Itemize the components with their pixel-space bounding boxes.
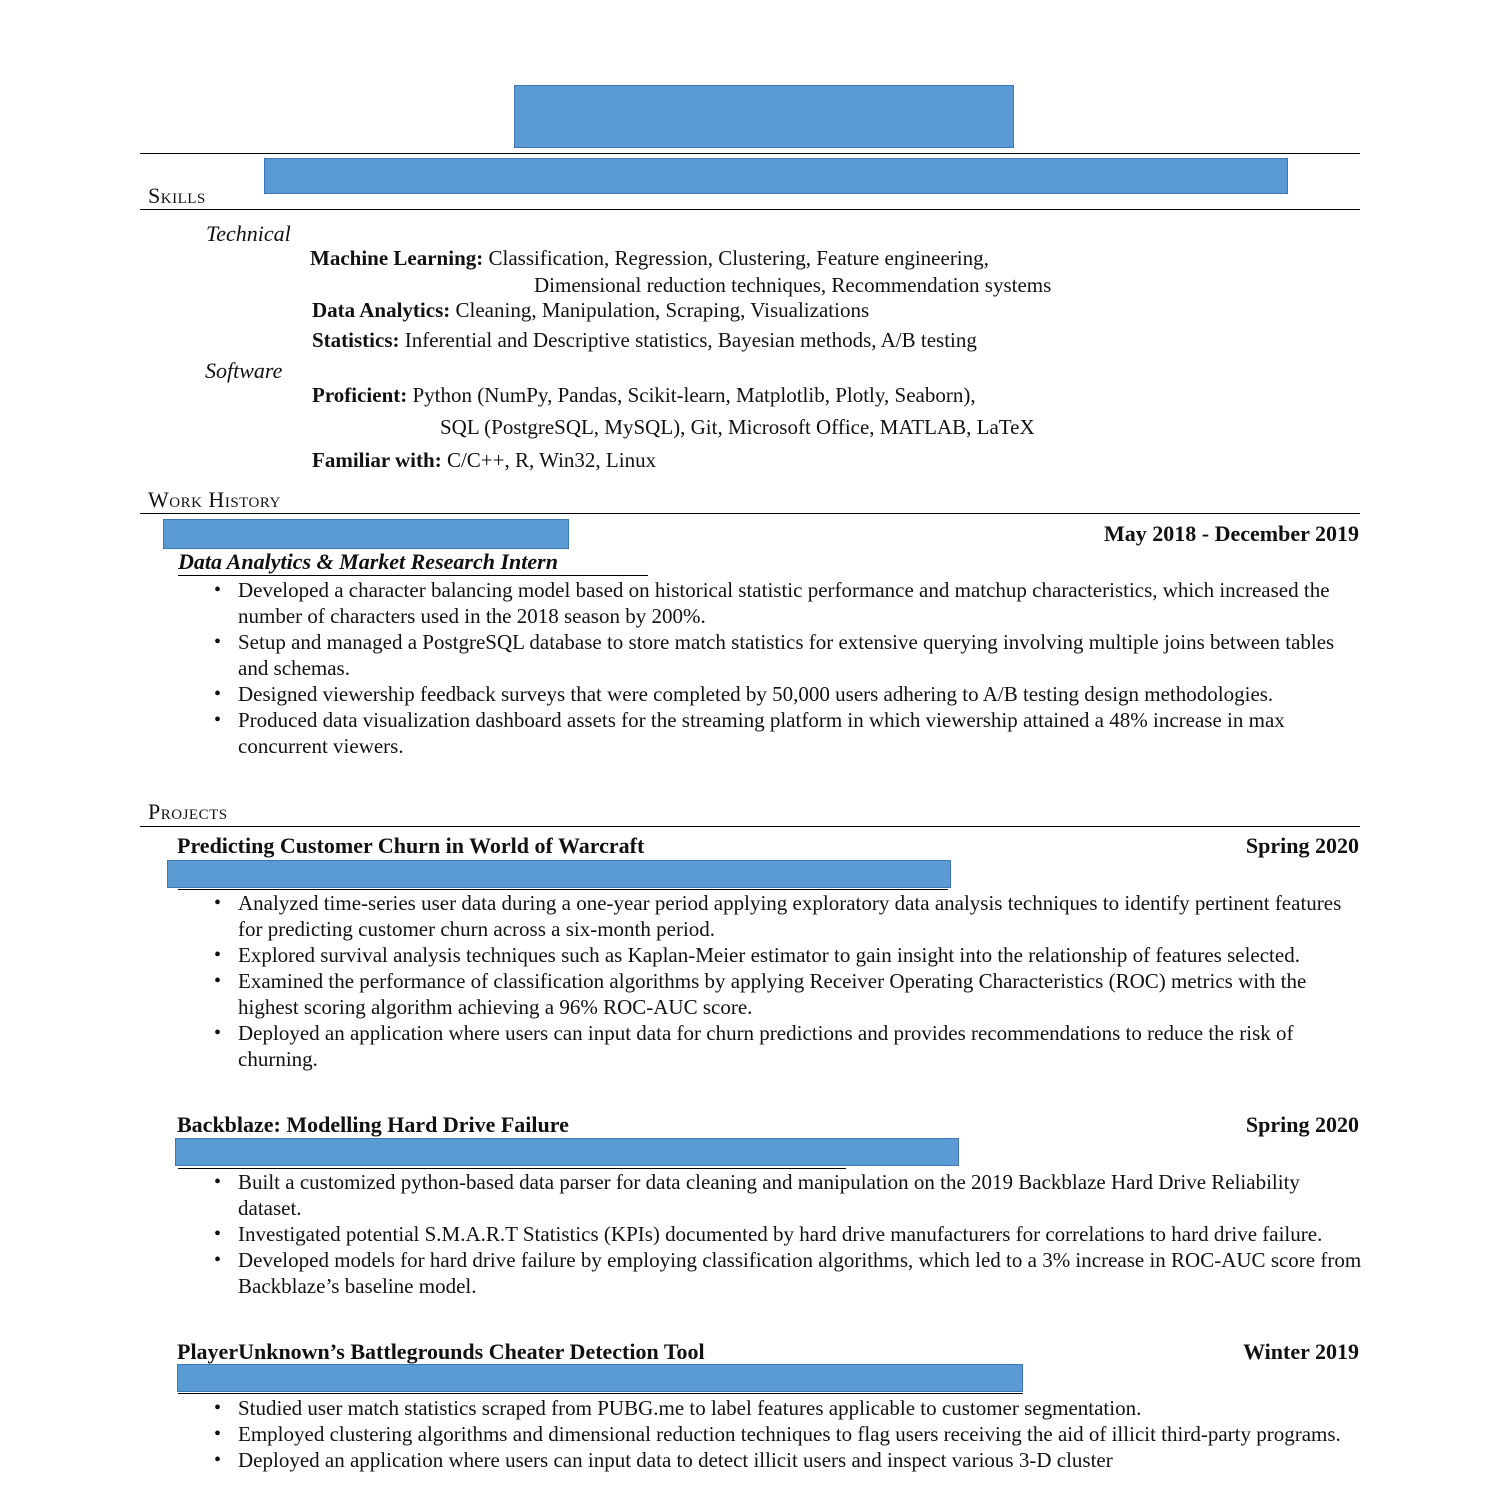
work-role: Data Analytics & Market Research Intern <box>178 549 558 574</box>
list-item: • Employed clustering algorithms and dimensional reduction techniques to flag users receiving the aid of illicit third-party programs. <box>210 1421 1362 1447</box>
section-title-skills: Skills <box>148 183 206 208</box>
list-item: • Analyzed time-series user data during a one-year period applying exploratory data analysis techniques to identify pertinent features for predicting customer churn across a six-month period. <box>210 890 1362 942</box>
skills-technical-label: Technical <box>206 221 291 246</box>
work-bullets <box>210 577 1362 759</box>
skill-prof-text: Python (NumPy, Pandas, Scikit-learn, Matplotlib, Plotly, Seaborn), <box>412 383 976 407</box>
redacted-contact-block <box>264 158 1288 194</box>
skill-ml-text-cont: Dimensional reduction techniques, Recommendation systems <box>534 273 1052 297</box>
project-bullets <box>210 890 1362 1072</box>
project-bullets <box>210 1169 1362 1299</box>
project-underline <box>178 1393 1023 1394</box>
work-dates: May 2018 - December 2019 <box>1104 521 1359 546</box>
list-item: • Developed a character balancing model based on historical statistic performance and matchup characteristics, which increased the number of characters used in the 2018 season by 200%. <box>210 577 1362 629</box>
skill-stats-text: Inferential and Descriptive statistics, Bayesian methods, A/B testing <box>404 328 977 352</box>
skill-proficient <box>312 383 976 408</box>
skills-rule <box>140 209 1360 210</box>
list-item: • Built a customized python-based data parser for data cleaning and manipulation on the 2019 Backblaze Hard Drive Reliability dataset. <box>210 1169 1362 1221</box>
list-item: • Examined the performance of classification algorithms by applying Receiver Operating Characteristics (ROC) metrics with the highest scoring algorithm achieving a 96% ROC-AUC score. <box>210 968 1362 1020</box>
list-item: • Studied user match statistics scraped from PUBG.me to label features applicable to customer segmentation. <box>210 1395 1362 1421</box>
list-item: • Deployed an application where users can input data to detect illicit users and inspect various 3-D cluster <box>210 1447 1362 1473</box>
project-date: Winter 2019 <box>1243 1339 1359 1364</box>
skill-data-analytics <box>312 298 869 323</box>
redacted-project-link <box>175 1138 959 1166</box>
project-bullets <box>210 1395 1362 1473</box>
project-title: Predicting Customer Churn in World of Warcraft <box>177 833 645 858</box>
skill-ml-text: Classification, Regression, Clustering, Feature engineering, <box>488 246 989 270</box>
project-title: Backblaze: Modelling Hard Drive Failure <box>177 1112 569 1137</box>
list-item: • Deployed an application where users can input data for churn predictions and provides recommendations to reduce the risk of churning. <box>210 1020 1362 1072</box>
redacted-project-link <box>177 1364 1023 1392</box>
header-rule <box>140 153 1360 154</box>
projects-rule <box>140 826 1360 827</box>
redacted-company-name <box>163 519 569 549</box>
project-date: Spring 2020 <box>1245 833 1359 858</box>
redacted-project-link <box>167 860 951 888</box>
project-title: PlayerUnknown’s Battlegrounds Cheater Detection Tool <box>177 1339 705 1364</box>
section-title-work: Work History <box>148 487 281 512</box>
skill-da-text: Cleaning, Manipulation, Scraping, Visualizations <box>455 298 870 322</box>
skill-da-label: Data Analytics: <box>312 298 451 322</box>
work-rule <box>140 513 1360 514</box>
list-item: • Produced data visualization dashboard assets for the streaming platform in which viewership attained a 48% increase in max concurrent viewers. <box>210 707 1362 759</box>
list-item: • Investigated potential S.M.A.R.T Statistics (KPIs) documented by hard drive manufacturers for correlations to hard drive failure. <box>210 1221 1362 1247</box>
list-item: • Designed viewership feedback surveys that were completed by 50,000 users adhering to A/B testing design methodologies. <box>210 681 1362 707</box>
skill-ml-label: Machine Learning: <box>310 246 484 270</box>
skill-prof-label: Proficient: <box>312 383 408 407</box>
skill-ml <box>310 246 989 271</box>
skill-fam-label: Familiar with: <box>312 448 442 472</box>
project-date: Spring 2020 <box>1245 1112 1359 1137</box>
skill-stats-label: Statistics: <box>312 328 400 352</box>
list-item: • Setup and managed a PostgreSQL database to store match statistics for extensive querying involving multiple joins between tables and schemas. <box>210 629 1362 681</box>
list-item: • Explored survival analysis techniques such as Kaplan-Meier estimator to gain insight into the relationship of features selected. <box>210 942 1362 968</box>
skill-fam-text: C/C++, R, Win32, Linux <box>446 448 657 472</box>
section-title-projects: Projects <box>148 799 228 824</box>
list-item: • Developed models for hard drive failure by employing classification algorithms, which led to a 3% increase in ROC-AUC score from Backblaze’s baseline model. <box>210 1247 1362 1299</box>
skills-software-label: Software <box>205 358 283 383</box>
skill-familiar <box>312 448 656 473</box>
work-role-underline <box>178 575 648 576</box>
skill-prof-text-cont: SQL (PostgreSQL, MySQL), Git, Microsoft Office, MATLAB, LaTeX <box>440 415 1035 439</box>
redacted-name-block <box>514 85 1014 148</box>
skill-statistics <box>312 328 977 353</box>
